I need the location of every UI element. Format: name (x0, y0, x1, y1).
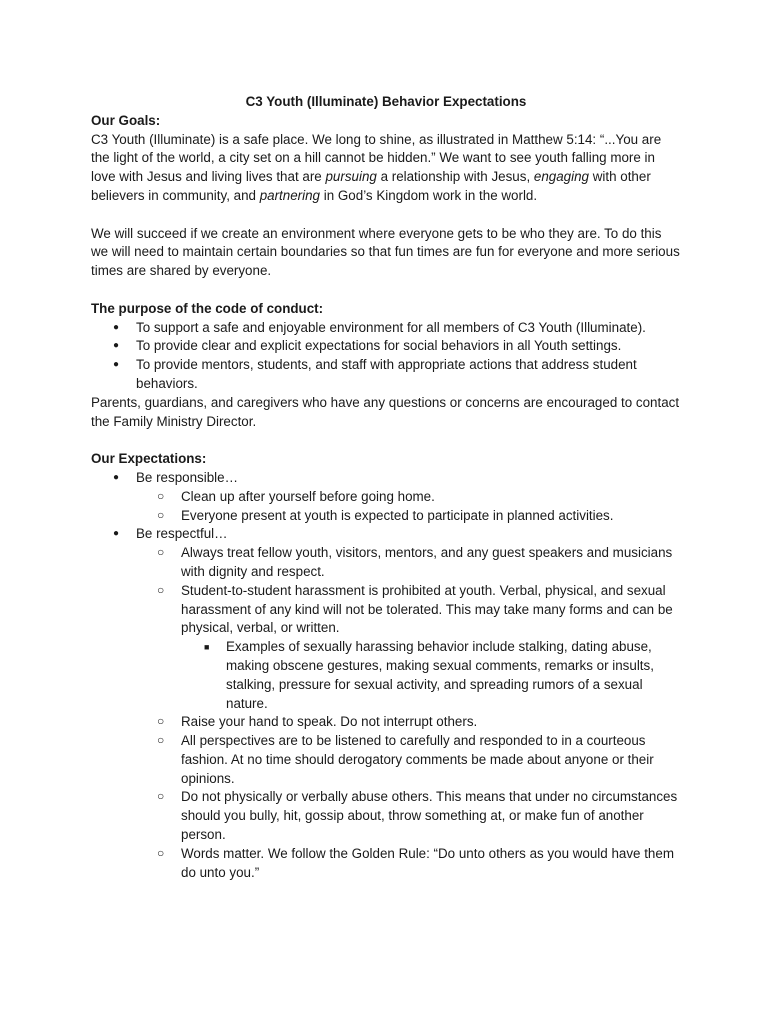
goals-p1-text-a: C3 Youth (Illuminate) is a safe place. We long to shine, as illustrated in Matthew 5:14: “...You are the light of the world, a city set on a hill cannot be hidden.” We want to see youth falling more in love with Jesus and living lives that are (91, 131, 662, 185)
goals-p1-em-pursuing: pursuing (325, 169, 377, 185)
circle-bullet-icon: ○ (157, 733, 165, 748)
circle-bullet-icon: ○ (157, 789, 165, 804)
list-item (136, 544, 681, 582)
respectful-sublist (136, 544, 681, 882)
list-item (136, 845, 681, 883)
goals-heading: Our Goals: (91, 112, 161, 128)
respectful-item-text: Words matter. We follow the Golden Rule: “Do unto others as you would have them do unto you.” (181, 845, 674, 880)
circle-bullet-icon: ○ (157, 582, 165, 597)
goals-paragraph-2: We will succeed if we create an environment where everyone gets to be who they are. To do this we will need to maintain certain boundaries so that fun times are fun for everyone and more serious times are shared by everyone. (91, 225, 680, 279)
purpose-list (91, 319, 681, 394)
circle-bullet-icon: ○ (157, 545, 165, 560)
respectful-item-text: Do not physically or verbally abuse others. This means that under no circumstances should you bully, hit, gossip about, throw something at, or make fun of another person. (181, 789, 678, 843)
list-item (91, 337, 681, 356)
list-item (136, 488, 681, 507)
list-item (91, 319, 681, 338)
goals-p1-text-d: in God’s Kingdom work in the world. (320, 187, 538, 203)
purpose-item-text: To provide clear and explicit expectations for social behaviors in all Youth settings. (136, 338, 622, 354)
list-item (181, 638, 681, 713)
list-item (91, 469, 681, 525)
purpose-heading: The purpose of the code of conduct: (91, 300, 324, 316)
page-title: C3 Youth (Illuminate) Behavior Expectations (245, 94, 527, 109)
bullet-icon: ● (113, 528, 120, 540)
circle-bullet-icon: ○ (157, 507, 165, 522)
circle-bullet-icon: ○ (157, 845, 165, 860)
purpose-contact-paragraph: Parents, guardians, and caregivers who have any questions or concerns are encouraged to contact the Family Ministry Director. (91, 394, 680, 429)
circle-bullet-icon: ○ (157, 714, 165, 729)
bullet-icon: ● (113, 321, 120, 333)
list-item (91, 356, 681, 394)
bullet-icon: ● (113, 340, 120, 352)
bullet-icon: ● (113, 359, 120, 371)
responsible-item-text: Everyone present at youth is expected to participate in planned activities. (181, 507, 614, 523)
responsible-sublist (136, 488, 681, 526)
respectful-item-text: Student-to-student harassment is prohibited at youth. Verbal, physical, and sexual harassment of any kind will not be tolerated. This may take many forms and can be physical, verbal, or written. (181, 582, 673, 636)
respectful-item-text: Raise your hand to speak. Do not interrupt others. (181, 714, 478, 730)
bullet-icon: ● (113, 471, 120, 483)
expectations-heading: Our Expectations: (91, 451, 207, 467)
goals-p1-text-c: with other believers in community, and (91, 169, 651, 203)
purpose-item-text: To support a safe and enjoyable environment for all members of C3 Youth (Illuminate). (136, 319, 646, 335)
respectful-item-text: All perspectives are to be listened to carefully and responded to in a courteous fashion. At no time should derogatory comments be made about anyone or their opinions. (181, 733, 654, 786)
purpose-item-text: To provide mentors, students, and staff with appropriate actions that address student behaviors. (136, 357, 637, 391)
list-item (136, 713, 681, 732)
list-item (136, 732, 681, 788)
list-item (91, 525, 681, 882)
circle-bullet-icon: ○ (157, 488, 165, 503)
harassment-example-text: Examples of sexually harassing behavior include stalking, dating abuse, making obscene gestures, making sexual comments, remarks or insults, stalking, pressure for sexual activity, and spreading rumors of a sexual nature. (226, 639, 654, 711)
goals-p1-text-b: a relationship with Jesus, (376, 169, 534, 185)
square-bullet-icon: ■ (204, 642, 210, 653)
list-item (136, 507, 681, 526)
expectations-list (91, 469, 681, 883)
be-respectful-label: Be respectful… (136, 526, 228, 542)
goals-p1-em-partnering: partnering (259, 187, 321, 203)
goals-paragraph-1 (91, 131, 681, 206)
goals-p1-em-engaging: engaging (533, 169, 589, 185)
document-body (91, 93, 681, 882)
list-item (136, 788, 681, 844)
respectful-item-text: Always treat fellow youth, visitors, mentors, and any guest speakers and musicians with dignity and respect. (181, 545, 673, 579)
harassment-sublist (181, 638, 681, 713)
responsible-item-text: Clean up after yourself before going home. (181, 488, 435, 504)
list-item (136, 582, 681, 714)
be-responsible-label: Be responsible… (136, 469, 238, 485)
